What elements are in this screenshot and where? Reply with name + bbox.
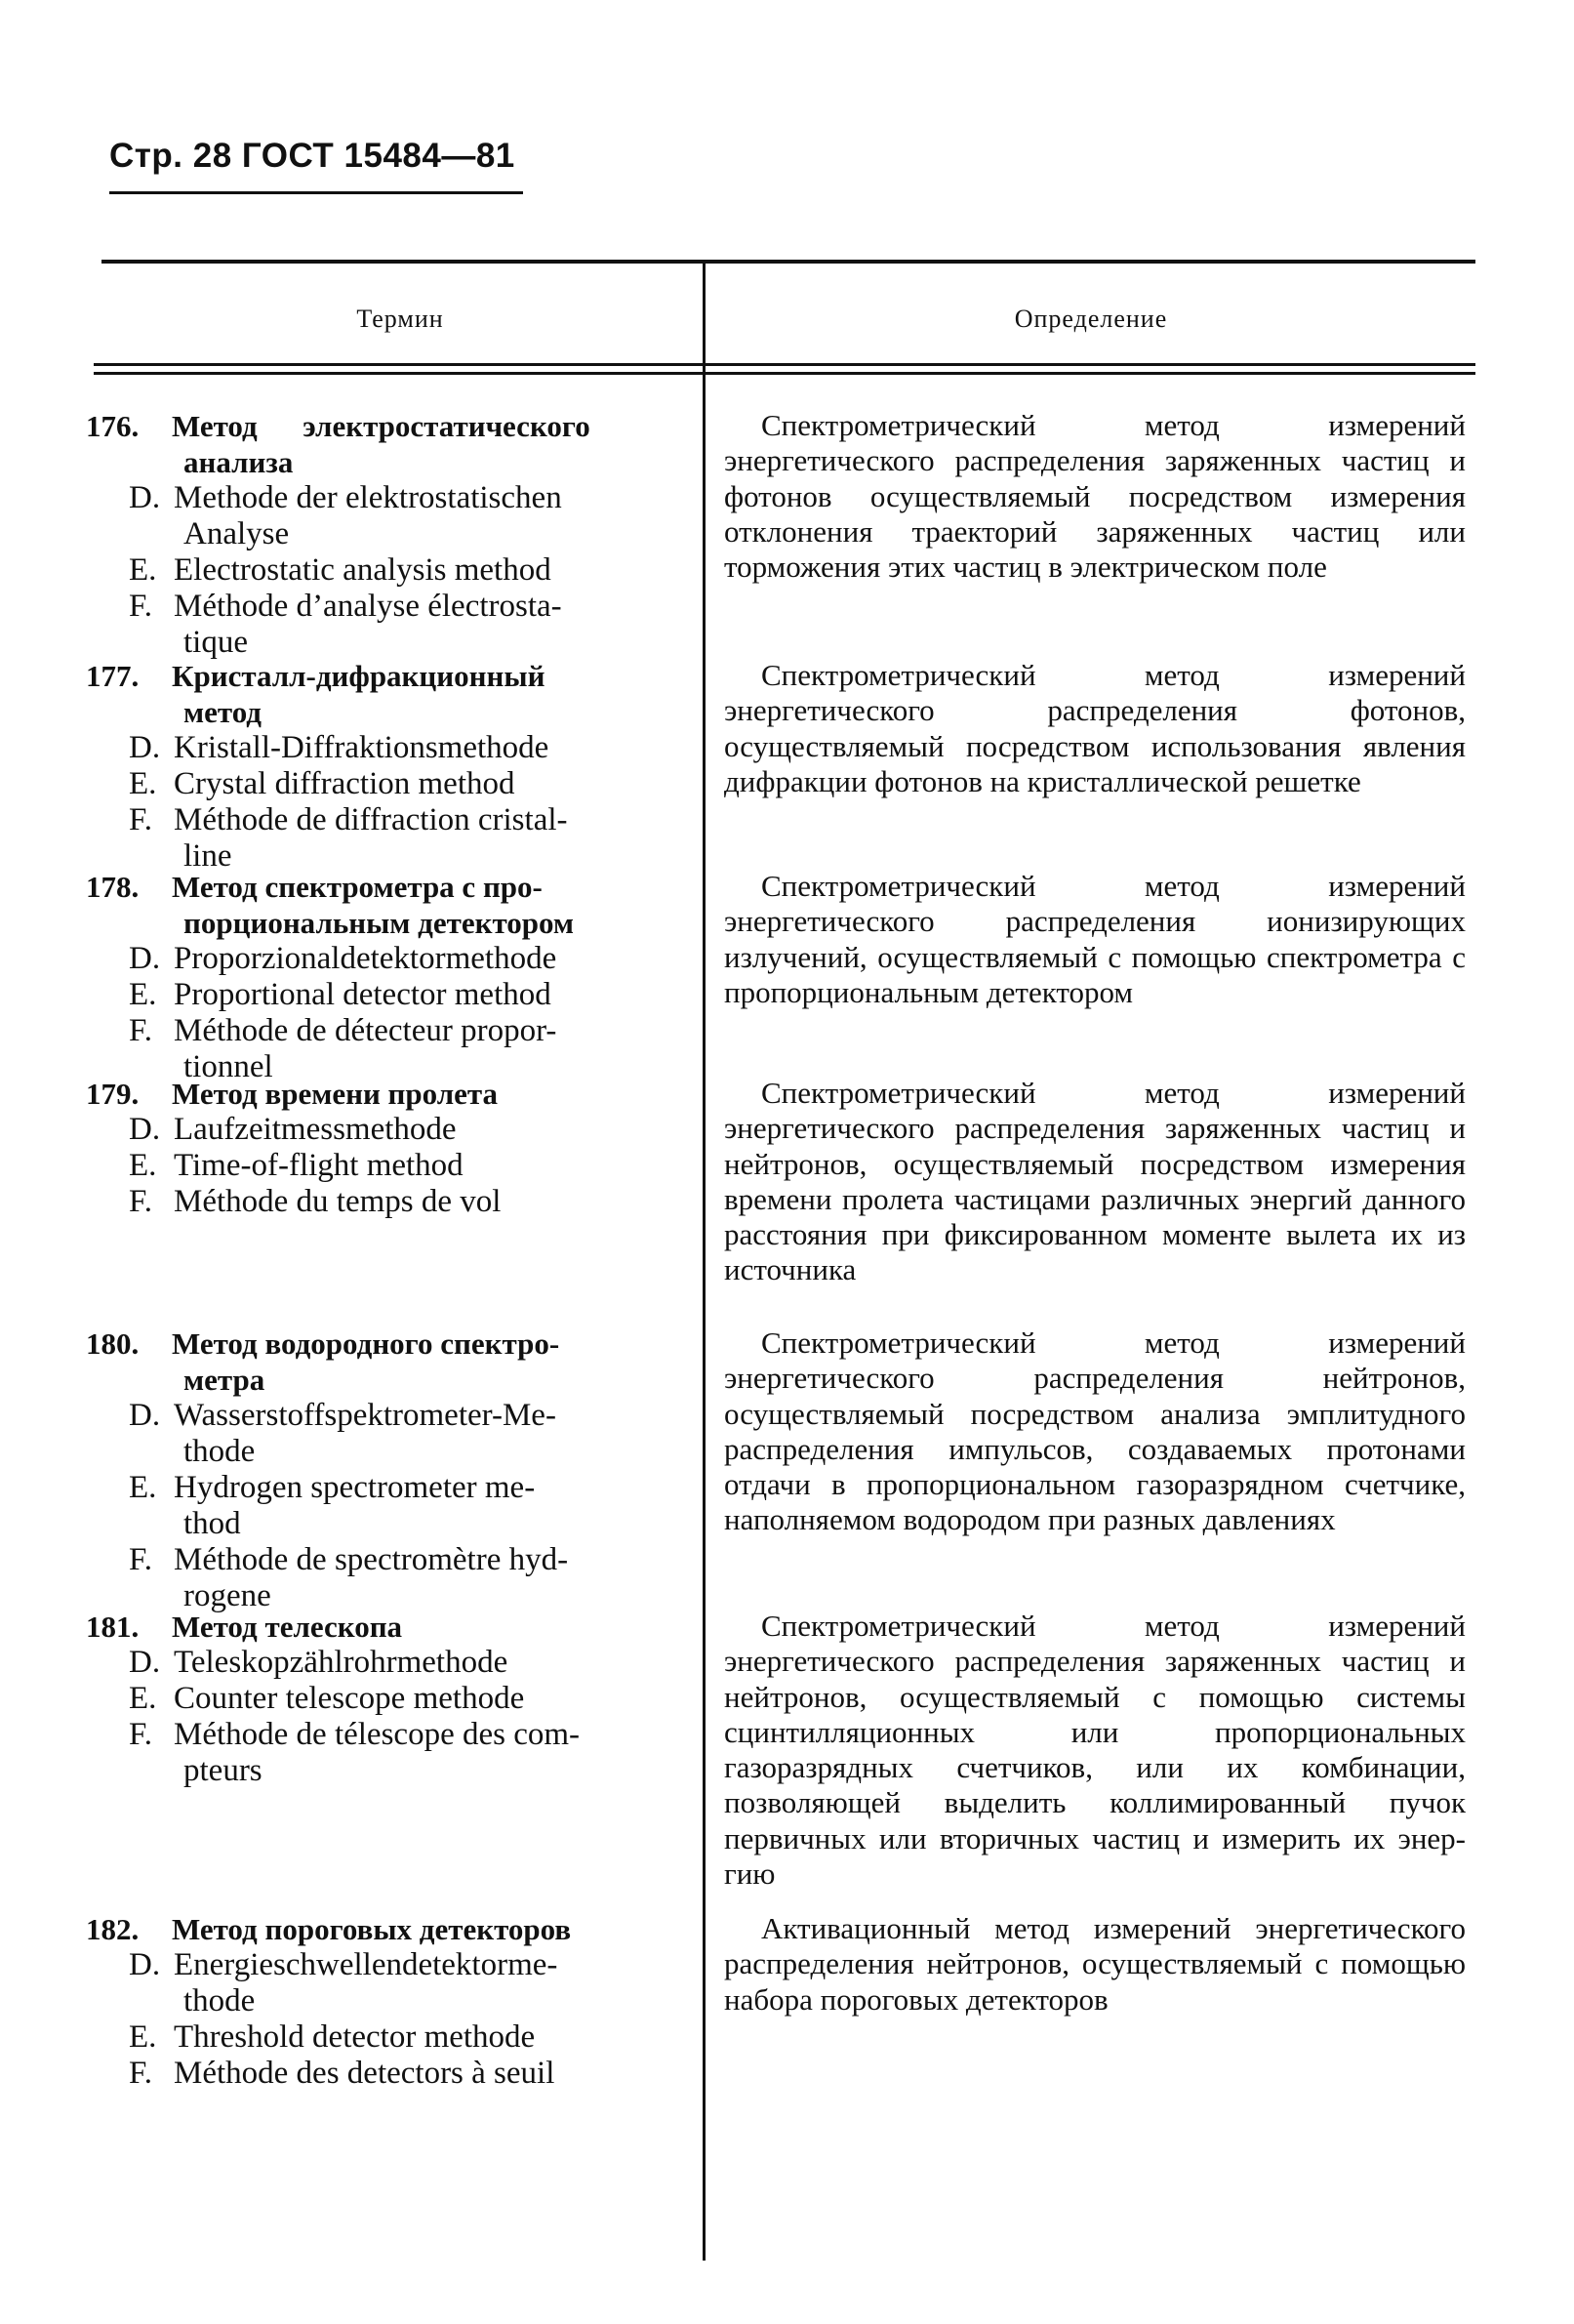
term-translation: Méthode de spectromètre hyd- <box>174 1542 569 1577</box>
definition-182 <box>724 1911 1466 2018</box>
lang-label: F. <box>129 802 152 837</box>
term-translation: Teleskopzählrohrmethode <box>174 1645 508 1680</box>
column-header-terms: Термин <box>356 305 444 333</box>
lang-label: F. <box>129 1717 152 1752</box>
term-number: 178. <box>86 870 140 904</box>
term-translation: Méthode des detectors à seuil <box>174 2056 555 2091</box>
term-entry-176 <box>86 408 590 661</box>
lang-label: E. <box>129 977 157 1012</box>
term-translation: Methode der elektrostatischen <box>174 480 562 515</box>
term-entry-181 <box>86 1609 580 1789</box>
lang-label: E. <box>129 766 157 801</box>
term-title: Кристалл-дифракционный <box>172 659 545 693</box>
definition-text: Спектрометрический метод измерений энергетического распределения ионизирующих излучений, осуществляемый с помощью спектрометра с пропорциональным детектором <box>724 869 1466 1009</box>
term-translation: Electrostatic analysis method <box>174 552 551 588</box>
term-translation: Méthode d’analyse électrosta- <box>174 589 562 624</box>
lang-label: F. <box>129 589 152 624</box>
lang-label: D. <box>129 480 161 515</box>
lang-label: E. <box>129 1470 157 1505</box>
lang-label: F. <box>129 2056 152 2091</box>
definition-text: Спектрометрический метод измерений энергетического распределения заряженных частиц и фотонов осуществляемый посредством измерения отклонения траекторий заряженных частиц или торможения этих частиц в электрическом поле <box>724 408 1466 585</box>
column-header-definition: Определение <box>1014 305 1168 333</box>
term-translation: Méthode de diffraction cristal- <box>174 802 568 837</box>
column-divider <box>703 260 706 2261</box>
lang-label: D. <box>129 1947 161 1982</box>
term-translation: Wasserstoffspektrometer-Me- <box>174 1398 556 1433</box>
term-translation-cont: rogene <box>183 1578 271 1613</box>
table-header-rule-2 <box>94 372 1475 375</box>
term-translation: Crystal diffraction method <box>174 766 515 801</box>
lang-label: F. <box>129 1542 152 1577</box>
lang-label: E. <box>129 552 157 588</box>
table-top-rule <box>101 260 1475 264</box>
term-title: Метод телескопа <box>172 1610 403 1644</box>
lang-label: D. <box>129 941 161 976</box>
term-number: 180. <box>86 1326 140 1361</box>
term-entry-180 <box>86 1325 568 1614</box>
term-number: 177. <box>86 659 140 693</box>
lang-label: F. <box>129 1184 152 1219</box>
table-header-rule-1 <box>94 363 1475 366</box>
term-number: 176. <box>86 409 140 443</box>
term-translation: Time-of-flight method <box>174 1148 464 1183</box>
lang-label: F. <box>129 1013 152 1048</box>
term-translation-cont: thode <box>183 1983 256 2018</box>
lang-label: D. <box>129 1645 161 1680</box>
definition-180 <box>724 1325 1466 1538</box>
page-header: Стр. 28 ГОСТ 15484—81 <box>109 137 515 175</box>
term-translation-cont: Analyse <box>183 516 290 551</box>
header-underline <box>109 191 523 194</box>
definition-179 <box>724 1076 1466 1288</box>
term-translation: Hydrogen spectrometer me- <box>174 1470 536 1505</box>
term-entry-178 <box>86 869 574 1085</box>
term-translation: Méthode du temps de vol <box>174 1184 502 1219</box>
lang-label: D. <box>129 1112 161 1147</box>
term-title: Метод спектрометра с про- <box>172 870 543 904</box>
term-translation-cont: thod <box>183 1506 241 1541</box>
definition-178 <box>724 869 1466 1010</box>
lang-label: E. <box>129 2019 157 2055</box>
term-entry-182 <box>86 1911 571 2092</box>
term-title-cont: метра <box>183 1363 265 1397</box>
definition-181 <box>724 1609 1466 1892</box>
term-translation-cont: thode <box>183 1434 256 1469</box>
term-entry-177 <box>86 658 568 875</box>
term-translation: Laufzeitmessmethode <box>174 1112 457 1147</box>
definition-176 <box>724 408 1466 585</box>
term-translation: Proportional detector method <box>174 977 551 1012</box>
term-title-cont: порциональным детектором <box>183 906 575 940</box>
term-translation: Counter telescope methode <box>174 1681 525 1716</box>
term-title: Метод электростатического <box>172 409 590 443</box>
term-translation: Threshold detector methode <box>174 2019 536 2055</box>
term-number: 179. <box>86 1077 140 1111</box>
definition-text: Активационный метод измерений энергетического распределения нейтронов, осуществляемый с помощью набора пороговых детекторов <box>724 1911 1466 2017</box>
lang-label: E. <box>129 1148 157 1183</box>
lang-label: E. <box>129 1681 157 1716</box>
term-entry-179 <box>86 1076 501 1220</box>
term-title: Метод водородного спектро- <box>172 1326 560 1361</box>
term-translation-cont: tique <box>183 625 248 660</box>
term-number: 181. <box>86 1610 140 1644</box>
definition-text: Спектрометрический метод измерений энергетического распределения заряженных частиц и нейтронов, осуществляемый посредством измерения времени пролета частицами различных энергий данного расстояния при фиксированном моменте вылета их из источника <box>724 1076 1466 1287</box>
definition-text: Спектрометрический метод измерений энергетического распределения фотонов, осуществляемый посредством использования явления дифракции фотонов на кристаллической решетке <box>724 658 1466 798</box>
lang-label: D. <box>129 730 161 765</box>
term-translation: Proporzionaldetektormethode <box>174 941 557 976</box>
term-translation: Energieschwellendetektorme- <box>174 1947 558 1982</box>
definition-text: Спектрометрический метод измерений энергетического распределения заряженных частиц и нейтронов, осуществляемый с помощью системы сцинтилляционных или пропорциональных газоразрядных счетчиков, или их комбинации, позволяющей выделить коллимированный пучок первичных или вторичных частиц и измерить их энергию <box>724 1609 1466 1892</box>
term-translation: Méthode de télescope des com- <box>174 1717 581 1752</box>
term-number: 182. <box>86 1912 140 1946</box>
term-title-cont: метод <box>183 695 262 729</box>
term-translation-cont: tionnel <box>183 1049 273 1084</box>
term-translation: Méthode de détecteur propor- <box>174 1013 557 1048</box>
term-translation: Kristall-Diffraktionsmethode <box>174 730 549 765</box>
term-title: Метод пороговых детекторов <box>172 1912 572 1946</box>
term-title: Метод времени пролета <box>172 1077 499 1111</box>
lang-label: D. <box>129 1398 161 1433</box>
term-title-cont: анализа <box>183 445 294 479</box>
definition-text: Спектрометрический метод измерений энергетического распределения нейтронов, осуществляемый посредством анализа эмплитудного распределения импульсов, создаваемых протонами отдачи в пропорциональном газоразрядном счетчике, наполняемом водородом при разных давлениях <box>724 1325 1466 1537</box>
definition-177 <box>724 658 1466 799</box>
term-translation-cont: line <box>183 838 232 874</box>
term-translation-cont: pteurs <box>183 1753 262 1788</box>
